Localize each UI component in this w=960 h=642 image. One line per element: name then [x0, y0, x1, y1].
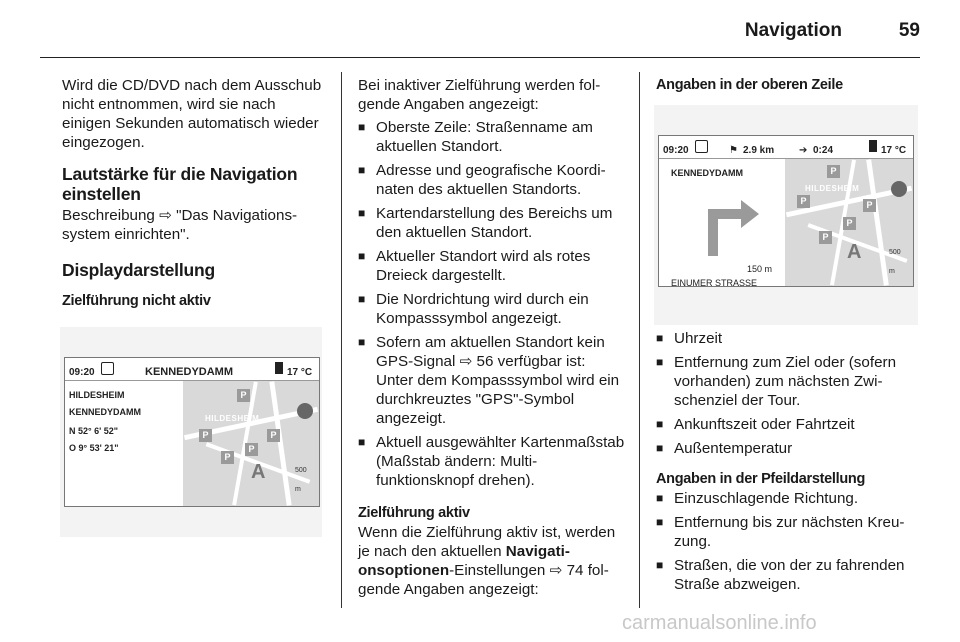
parking-icon: P: [245, 443, 258, 456]
list-item: ■ Oberste Zeile: Straßenname am aktuellen Standort.: [358, 118, 626, 156]
section-title-volume: Lautstärke für die Navigation einstellen: [62, 164, 298, 204]
list-item: ■ Die Nordrichtung wird durch ein Kompasssymbol angezeigt.: [358, 290, 626, 328]
arrival-icon: ➔: [799, 145, 808, 156]
position-marker-icon: A: [847, 241, 862, 263]
cross-reference-icon: ⇨: [549, 562, 563, 579]
status-bar: [659, 136, 913, 159]
text: Beschreibung: [62, 207, 160, 224]
time-label: 09:20: [663, 145, 689, 156]
latitude-label: N 52° 6' 52": [69, 426, 119, 436]
bold-term: Navigationsoptionen: [358, 543, 570, 579]
inactive-list: [358, 118, 626, 490]
temperature-label: 17 °C: [881, 145, 907, 156]
status-bar: [65, 358, 319, 381]
subsection-title-arrow: Angaben in der Pfeildarstellung: [656, 471, 866, 487]
section-title-display: Displaydarstellung: [62, 260, 215, 280]
map-city-label: HILDESHEIM: [205, 414, 260, 423]
list-item: ■ Außentemperatur: [656, 439, 920, 458]
text: verfügbar ist: Unter dem Kompasssymbol wird ein durchkreuztes "GPS"-Symbol angezeigt.: [376, 353, 620, 427]
page-title: Navigation: [744, 20, 842, 41]
time-label: 09:20: [69, 367, 95, 378]
parking-icon: P: [237, 389, 250, 402]
list-item: ■ Adresse und geografische Koordinaten des aktuellen Standorts.: [358, 161, 626, 199]
subsection-title-top-line: Angaben in der oberen Zeile: [656, 77, 843, 93]
distance-label: 2.9 km: [743, 145, 775, 156]
next-street-label: EINUMER STRASSE: [671, 278, 758, 287]
arrival-time-label: 0:24: [813, 145, 834, 156]
page-number: 59: [898, 20, 920, 41]
map-road: [866, 159, 889, 285]
parking-icon: P: [199, 429, 212, 442]
thermometer-icon: [275, 362, 283, 374]
figure-active-guidance: [654, 105, 918, 325]
parking-icon: P: [819, 231, 832, 244]
list-item: ■ Aktuell ausgewählter Kartenmaßstab (Maßstab ändern: Multifunktionsknopf drehen).: [358, 433, 626, 490]
active-description: [358, 523, 626, 599]
inactive-intro: Bei inaktiver Zielführung werden folgende Angaben angezeigt:: [358, 77, 601, 113]
list-item: ■ Einzuschlagende Richtung.: [656, 489, 920, 508]
volume-description: [62, 206, 324, 244]
text: Wenn die Zielführung aktiv ist, werden je nach den aktuellen: [358, 524, 616, 560]
watermark: carmanualsonline.info: [622, 612, 817, 634]
nav-screen: [64, 357, 320, 507]
list-item: ■ Uhrzeit: [656, 329, 920, 348]
parking-icon: P: [797, 195, 810, 208]
cross-reference-icon: ⇨: [159, 207, 172, 224]
turn-arrow-icon: [693, 184, 763, 256]
scale-label: 500 m: [889, 249, 901, 275]
list-item: [358, 333, 626, 428]
current-street-label: KENNEDYDAMM: [671, 168, 743, 178]
nav-screen: [658, 135, 914, 287]
map-view: [785, 159, 913, 286]
parking-icon: P: [827, 165, 840, 178]
subsection-title-inactive: Zielführung nicht aktiv: [62, 293, 211, 309]
map-view: [183, 381, 319, 506]
compass-icon: [297, 403, 313, 419]
text: Sofern am aktuellen Standort kein GPS-Signal: [376, 334, 605, 370]
text: "Das Navigationssystem einrichten".: [62, 207, 298, 243]
street-label: KENNEDYDAMM: [145, 366, 233, 378]
page-reference: 56: [476, 353, 494, 370]
page-reference: 74: [566, 562, 584, 579]
page-header: [0, 0, 960, 58]
column-3: [656, 76, 920, 604]
subsection-title-active: Zielführung aktiv: [358, 505, 470, 521]
position-marker-icon: A: [251, 461, 266, 483]
list-item: ■ Entfernung bis zur nächsten Kreuzung.: [656, 513, 920, 551]
cross-reference-icon: ⇨: [459, 353, 473, 370]
text: -Einstellungen: [449, 562, 550, 579]
destination-flag-icon: ⚑: [729, 145, 738, 156]
header-divider: [40, 57, 920, 58]
list-item: ■ Straßen, die von der zu fahrenden Straße abzweigen.: [656, 556, 920, 594]
top-line-list: [656, 329, 920, 458]
thermometer-icon: [869, 140, 877, 152]
arrow-list: [656, 489, 920, 594]
intro-paragraph: Wird die CD/DVD nach dem Ausschub nicht entnommen, wird sie nach einigen Sekunden automatisch wieder eingezogen.: [62, 77, 322, 151]
temperature-label: 17 °C: [287, 367, 313, 378]
compass-status-icon: [101, 362, 114, 375]
list-item: ■ Entfernung zum Ziel oder (sofern vorhanden) zum nächsten Zwischenziel der Tour.: [656, 353, 920, 410]
compass-status-icon: [695, 140, 708, 153]
parking-icon: P: [863, 199, 876, 212]
map-city-label: HILDESHEIM: [805, 184, 860, 193]
address-street-label: KENNEDYDAMM: [69, 407, 141, 417]
list-item: ■ Kartendarstellung des Bereichs um den aktuellen Standort.: [358, 204, 626, 242]
list-item: ■ Ankunftszeit oder Fahrtzeit: [656, 415, 920, 434]
parking-icon: P: [843, 217, 856, 230]
scale-label: 500 m: [295, 467, 307, 493]
column-2: [358, 76, 626, 611]
map-road: [269, 381, 291, 505]
longitude-label: O 9° 53' 21": [69, 443, 119, 453]
column-1: [62, 76, 324, 537]
figure-inactive-guidance: [60, 327, 322, 537]
parking-icon: P: [221, 451, 234, 464]
compass-icon: [891, 181, 907, 197]
column-divider: [341, 72, 342, 608]
city-label: HILDESHEIM: [69, 390, 125, 400]
list-item: ■ Aktueller Standort wird als rotes Dreieck dargestellt.: [358, 247, 626, 285]
text: folgende Angaben angezeigt:: [358, 562, 609, 598]
column-divider: [639, 72, 640, 608]
turn-distance-label: 150 m: [747, 264, 773, 274]
parking-icon: P: [267, 429, 280, 442]
